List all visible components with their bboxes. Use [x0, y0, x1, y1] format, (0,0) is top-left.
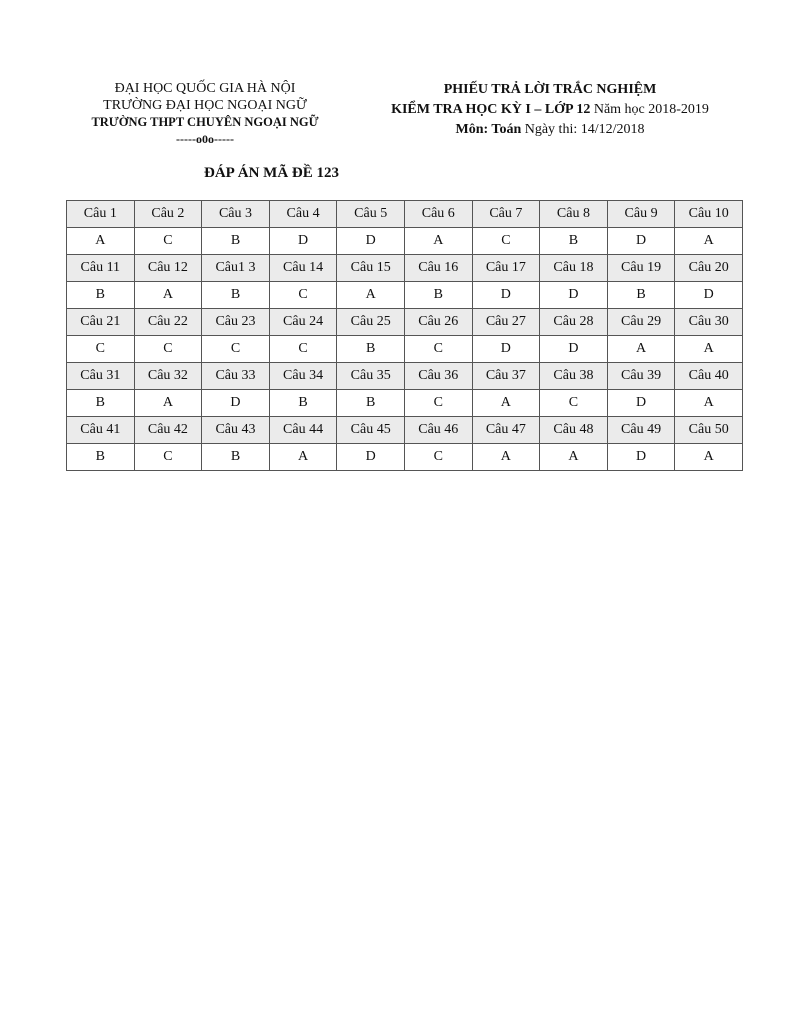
question-row [67, 201, 743, 228]
answer-cell: D [675, 282, 743, 309]
question-cell: Câu 15 [337, 255, 405, 282]
exam-name: KIỂM TRA HỌC KỲ I – LỚP 12 [391, 102, 591, 117]
answer-row [67, 444, 743, 471]
question-cell: Câu 7 [472, 201, 540, 228]
question-cell: Câu 35 [337, 363, 405, 390]
answer-cell: B [337, 336, 405, 363]
answer-cell: A [472, 444, 540, 471]
answer-cell: B [202, 228, 270, 255]
subject-line [350, 120, 750, 140]
answer-cell: D [607, 444, 675, 471]
answer-cell: C [540, 390, 608, 417]
answer-cell: A [269, 444, 337, 471]
question-cell: Câu 38 [540, 363, 608, 390]
answer-cell: C [134, 228, 202, 255]
answer-cell: A [134, 282, 202, 309]
exam-date: Ngày thi: 14/12/2018 [524, 122, 645, 137]
question-cell: Câu 22 [134, 309, 202, 336]
answer-cell: B [337, 390, 405, 417]
answer-cell: D [337, 444, 405, 471]
answer-cell: A [607, 336, 675, 363]
question-cell: Câu 10 [675, 201, 743, 228]
exam-line [350, 100, 750, 120]
question-cell: Câu 36 [404, 363, 472, 390]
answer-cell: B [202, 444, 270, 471]
school-name: TRƯỜNG THPT CHUYÊN NGOẠI NGỮ [91, 115, 319, 129]
answer-cell: A [675, 390, 743, 417]
question-cell: Câu 21 [67, 309, 135, 336]
answer-cell: C [404, 336, 472, 363]
answer-cell: B [607, 282, 675, 309]
answer-cell: A [675, 444, 743, 471]
question-cell: Câu 31 [67, 363, 135, 390]
question-cell: Câu 32 [134, 363, 202, 390]
answer-cell: A [337, 282, 405, 309]
question-cell: Câu 33 [202, 363, 270, 390]
question-cell: Câu 43 [202, 417, 270, 444]
answer-cell: B [269, 390, 337, 417]
answer-cell: D [540, 336, 608, 363]
answer-cell: B [67, 390, 135, 417]
question-cell: Câu 20 [675, 255, 743, 282]
question-cell: Câu 42 [134, 417, 202, 444]
answer-cell: C [269, 336, 337, 363]
answer-cell: C [67, 336, 135, 363]
question-cell: Câu 16 [404, 255, 472, 282]
question-cell: Câu 2 [134, 201, 202, 228]
faculty-name: TRƯỜNG ĐẠI HỌC NGOẠI NGỮ [103, 98, 307, 113]
answer-row [67, 228, 743, 255]
answer-cell: D [269, 228, 337, 255]
question-cell: Câu 9 [607, 201, 675, 228]
question-cell: Câu 25 [337, 309, 405, 336]
question-cell: Câu 12 [134, 255, 202, 282]
question-cell: Câu 40 [675, 363, 743, 390]
answer-cell: C [134, 336, 202, 363]
question-cell: Câu 45 [337, 417, 405, 444]
answer-row [67, 282, 743, 309]
question-cell: Câu 11 [67, 255, 135, 282]
question-cell: Câu 39 [607, 363, 675, 390]
question-row [67, 363, 743, 390]
question-row [67, 255, 743, 282]
question-cell: Câu 28 [540, 309, 608, 336]
school-header [80, 80, 330, 148]
exam-header [350, 80, 750, 140]
question-cell: Câu 3 [202, 201, 270, 228]
answer-cell: B [404, 282, 472, 309]
question-cell: Câu 46 [404, 417, 472, 444]
answer-cell: A [675, 228, 743, 255]
question-cell: Câu1 3 [202, 255, 270, 282]
answer-cell: C [404, 444, 472, 471]
question-cell: Câu 37 [472, 363, 540, 390]
answer-cell: D [337, 228, 405, 255]
question-cell: Câu 8 [540, 201, 608, 228]
question-cell: Câu 19 [607, 255, 675, 282]
answer-cell: A [67, 228, 135, 255]
question-cell: Câu 49 [607, 417, 675, 444]
question-cell: Câu 30 [675, 309, 743, 336]
question-cell: Câu 23 [202, 309, 270, 336]
university-name: ĐẠI HỌC QUỐC GIA HÀ NỘI [114, 81, 296, 96]
answer-cell: D [540, 282, 608, 309]
answer-cell: A [540, 444, 608, 471]
question-cell: Câu 48 [540, 417, 608, 444]
subject-name: Môn: Toán [455, 122, 522, 137]
question-cell: Câu 5 [337, 201, 405, 228]
answer-cell: D [472, 282, 540, 309]
answer-cell: B [540, 228, 608, 255]
answer-cell: B [67, 444, 135, 471]
header-separator: -----o0o----- [176, 132, 234, 146]
answer-cell: D [607, 228, 675, 255]
answer-cell: A [134, 390, 202, 417]
question-cell: Câu 24 [269, 309, 337, 336]
answer-cell: D [202, 390, 270, 417]
answer-cell: B [202, 282, 270, 309]
answer-cell: A [675, 336, 743, 363]
school-year: Năm học 2018-2019 [593, 102, 709, 117]
answer-key-body [67, 201, 743, 471]
sheet-title: PHIẾU TRẢ LỜI TRẮC NGHIỆM [443, 82, 657, 97]
question-cell: Câu 41 [67, 417, 135, 444]
answer-cell: B [67, 282, 135, 309]
question-row [67, 417, 743, 444]
answer-cell: C [472, 228, 540, 255]
question-cell: Câu 14 [269, 255, 337, 282]
answer-cell: D [472, 336, 540, 363]
question-cell: Câu 18 [540, 255, 608, 282]
question-cell: Câu 1 [67, 201, 135, 228]
answer-cell: C [202, 336, 270, 363]
question-cell: Câu 47 [472, 417, 540, 444]
question-cell: Câu 50 [675, 417, 743, 444]
question-row [67, 309, 743, 336]
answer-row [67, 390, 743, 417]
answer-key-table [66, 200, 743, 471]
exam-code-title: ĐÁP ÁN MÃ ĐỀ 123 [204, 165, 339, 181]
question-cell: Câu 44 [269, 417, 337, 444]
question-cell: Câu 17 [472, 255, 540, 282]
answer-cell: C [134, 444, 202, 471]
answer-cell: A [404, 228, 472, 255]
answer-cell: C [269, 282, 337, 309]
question-cell: Câu 29 [607, 309, 675, 336]
question-cell: Câu 4 [269, 201, 337, 228]
answer-cell: C [404, 390, 472, 417]
question-cell: Câu 27 [472, 309, 540, 336]
answer-cell: A [472, 390, 540, 417]
question-cell: Câu 26 [404, 309, 472, 336]
answer-cell: D [607, 390, 675, 417]
question-cell: Câu 34 [269, 363, 337, 390]
answer-row [67, 336, 743, 363]
question-cell: Câu 6 [404, 201, 472, 228]
